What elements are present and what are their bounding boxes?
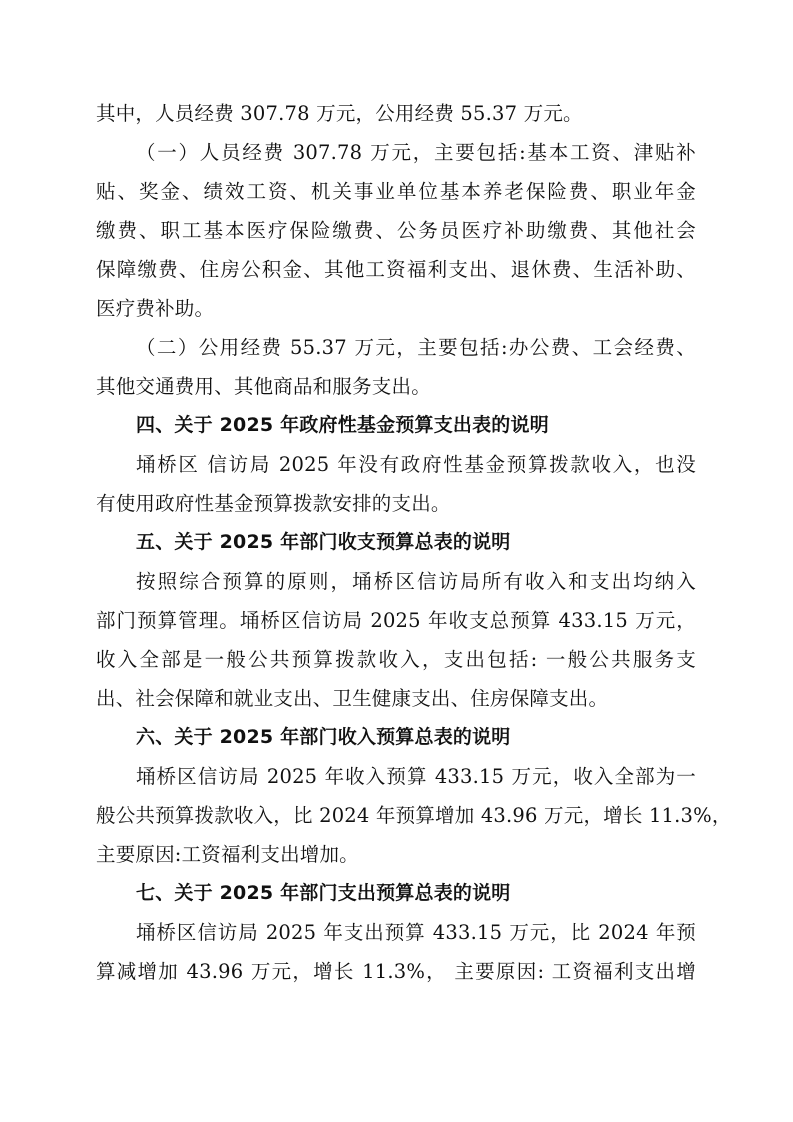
paragraph-line: 埇桥区信访局 2025 年收入预算 433.15 万元，收入全部为一 <box>136 765 696 788</box>
section-heading: 六、关于 2025 年部门收入预算总表的说明 <box>136 726 511 748</box>
paragraph-line: 有使用政府性基金预算拨款安排的支出。 <box>96 492 451 515</box>
paragraph-line: 部门预算管理。埇桥区信访局 2025 年收支总预算 433.15 万元， <box>96 609 696 632</box>
paragraph-line: 缴费、职工基本医疗保险缴费、公务员医疗补助缴费、其他社会 <box>96 219 696 242</box>
document-body <box>96 94 732 991</box>
paragraph-line: 医疗费补助。 <box>96 297 215 320</box>
paragraph-line: 主要原因:工资福利支出增加。 <box>96 843 359 866</box>
paragraph-line: 出、社会保障和就业支出、卫生健康支出、住房保障支出。 <box>96 687 609 710</box>
paragraph-line: 算减增加 43.96 万元，增长 11.3%， 主要原因: 工资福利支出增 <box>96 960 696 983</box>
paragraph-line: （二）公用经费 55.37 万元，主要包括:办公费、工会经费、 <box>136 336 696 359</box>
section-heading: 四、关于 2025 年政府性基金预算支出表的说明 <box>136 414 549 436</box>
paragraph-line: 埇桥区信访局 2025 年支出预算 433.15 万元，比 2024 年预 <box>136 921 696 944</box>
section-heading: 七、关于 2025 年部门支出预算总表的说明 <box>136 882 511 904</box>
paragraph-line: 贴、奖金、绩效工资、机关事业单位基本养老保险费、职业年金 <box>96 180 696 203</box>
paragraph-line: 其中，人员经费 307.78 万元，公用经费 55.37 万元。 <box>96 102 583 125</box>
paragraph-line: 般公共预算拨款收入，比 2024 年预算增加 43.96 万元，增长 11.3%， <box>96 804 732 827</box>
paragraph-line: 按照综合预算的原则，埇桥区信访局所有收入和支出均纳入 <box>136 570 696 593</box>
paragraph-line: 埇桥区 信访局 2025 年没有政府性基金预算拨款收入，也没 <box>136 453 696 476</box>
paragraph-line: 保障缴费、住房公积金、其他工资福利支出、退休费、生活补助、 <box>96 258 696 281</box>
paragraph-line: 收入全部是一般公共预算拨款收入，支出包括: 一般公共服务支 <box>96 648 696 671</box>
paragraph-line: 其他交通费用、其他商品和服务支出。 <box>96 375 431 398</box>
paragraph-line: （一）人员经费 307.78 万元，主要包括:基本工资、津贴补 <box>136 141 696 164</box>
section-heading: 五、关于 2025 年部门收支预算总表的说明 <box>136 531 511 553</box>
